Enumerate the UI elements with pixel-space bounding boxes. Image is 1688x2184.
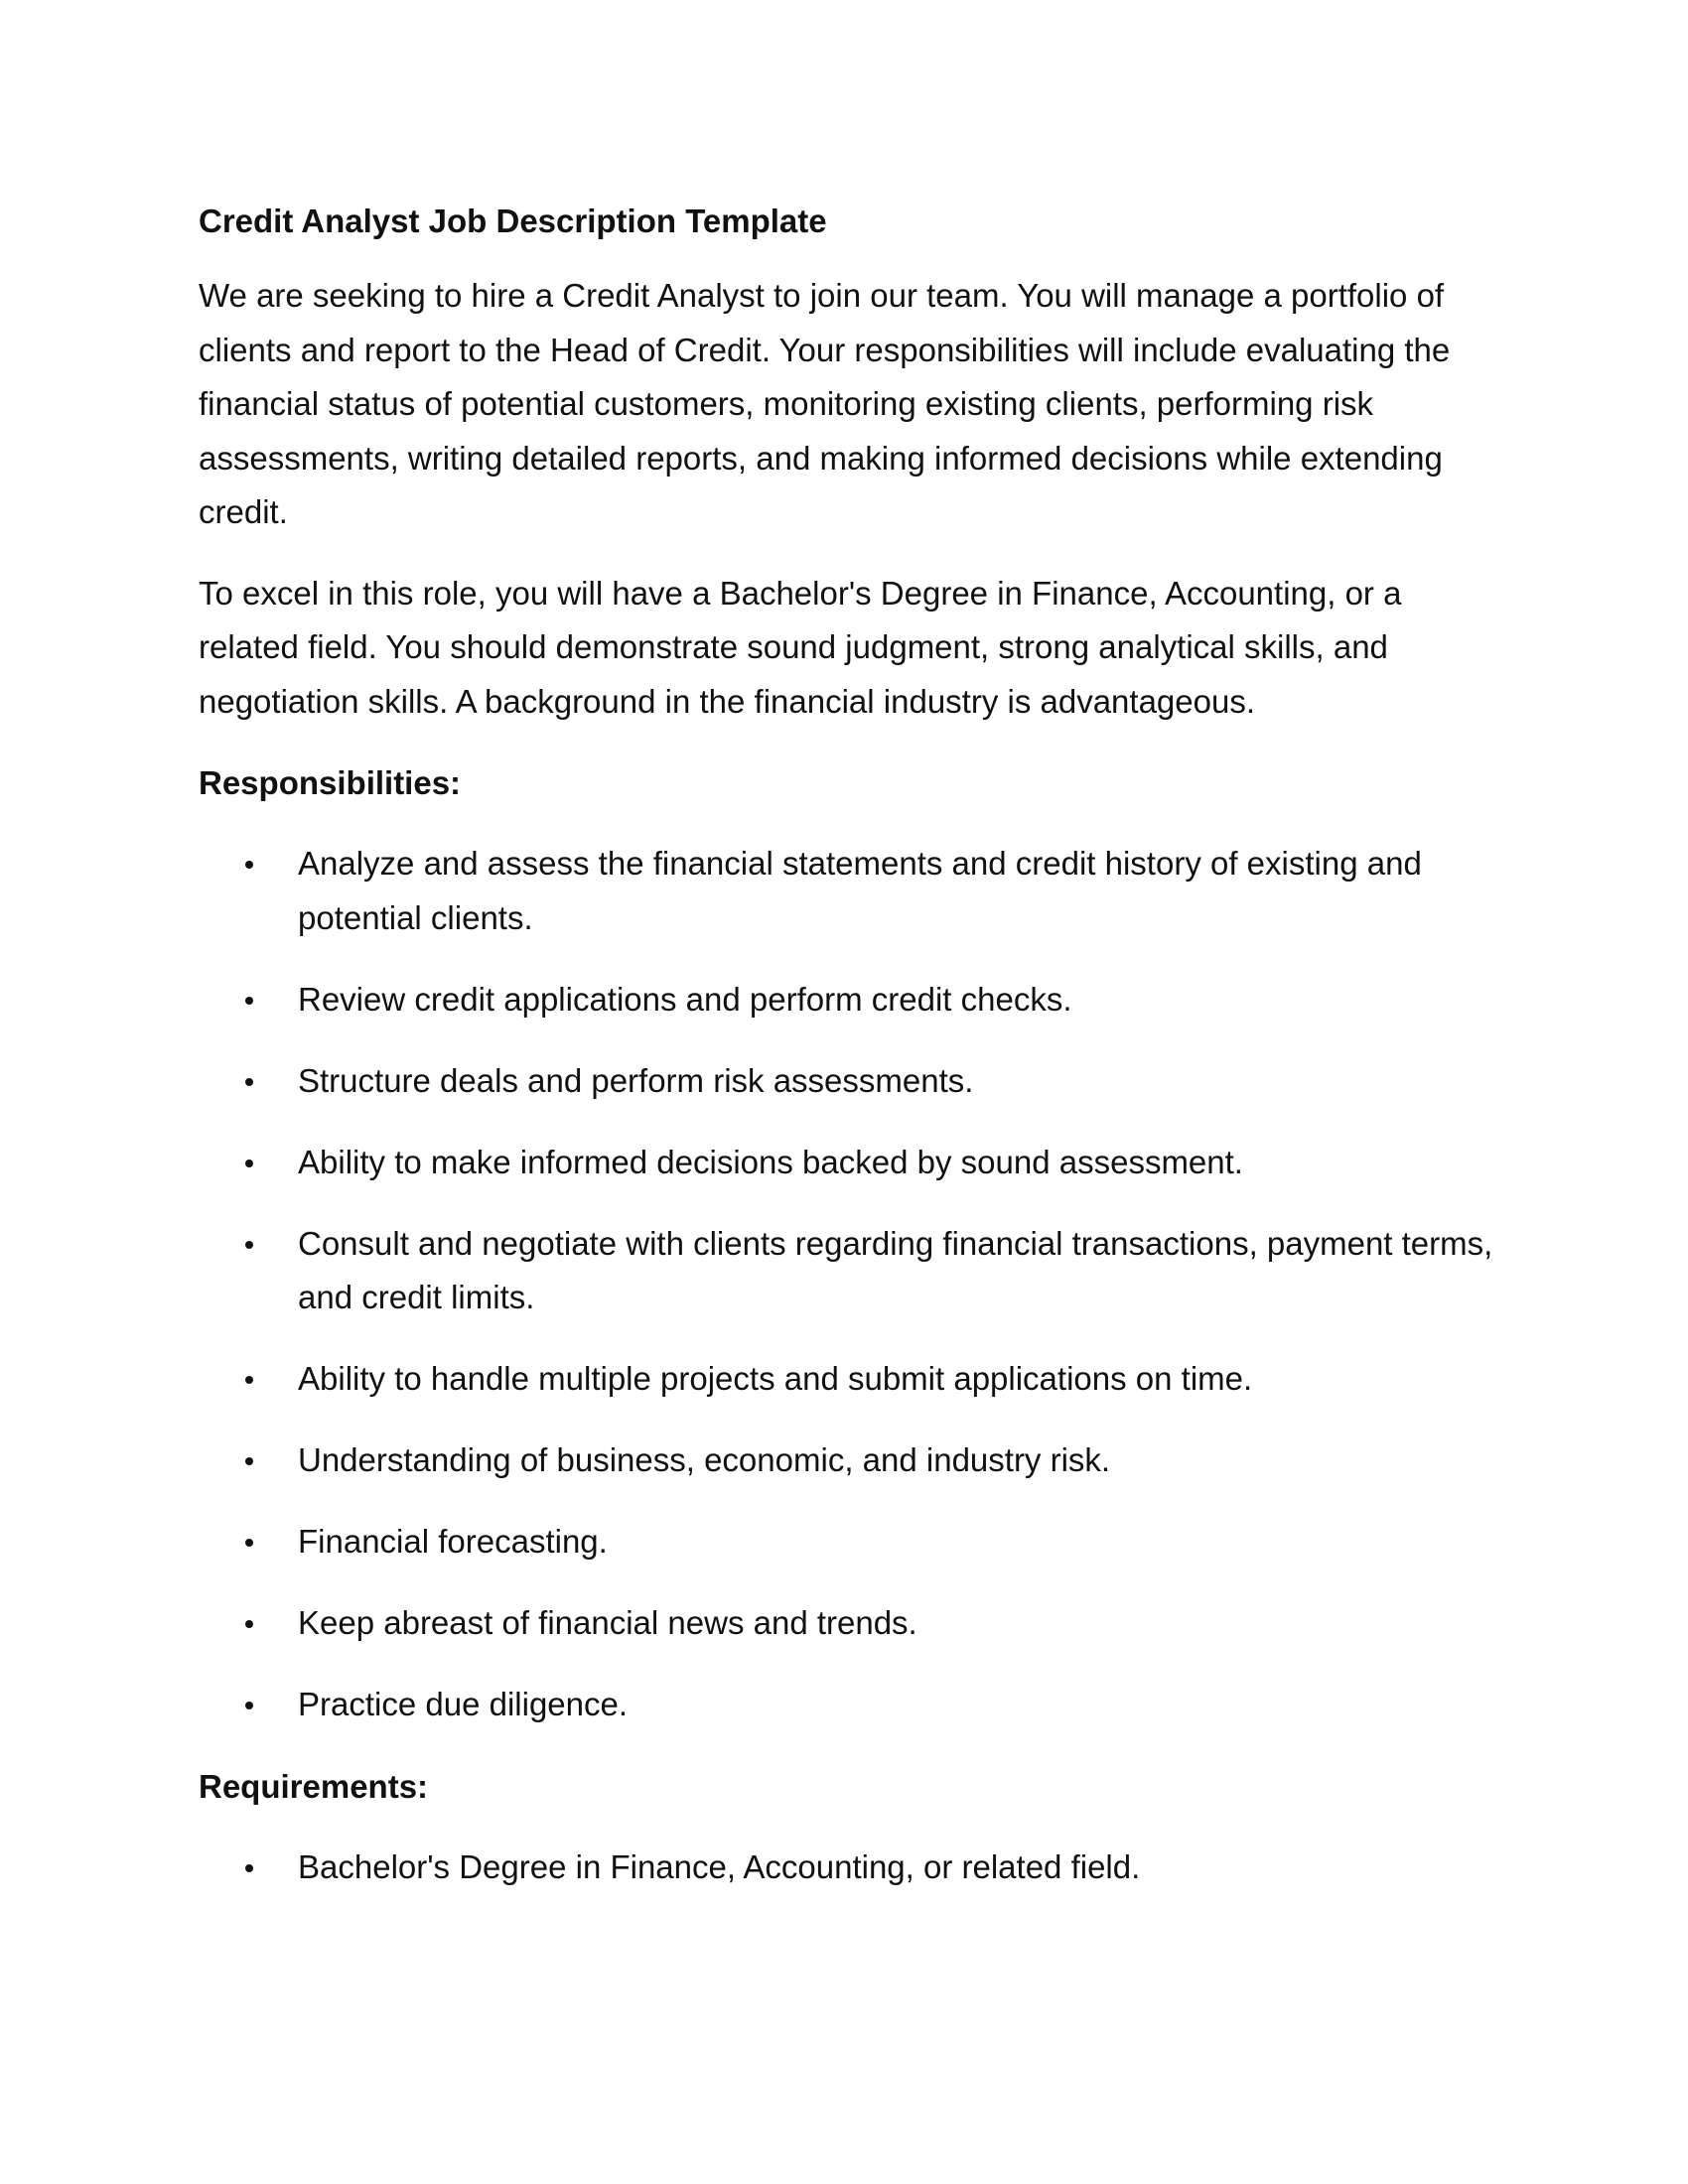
list-item [199,973,1499,1027]
bullet-icon [245,1539,253,1547]
intro-paragraph-2: To excel in this role, you will have a Bachelor's Degree in Finance, Accounting, or a related field. You should demonstrate sound judgment, strong analytical skills, and negotiation skills. A background in the financial industry is advantageous. [199,574,1402,720]
list-item-text: Practice due diligence. [298,1686,629,1722]
list-item-text: Consult and negotiate with clients regarding financial transactions, payment terms, and credit limits. [298,1224,1493,1315]
bullet-icon [245,1241,253,1249]
document-title: Credit Analyst Job Description Template [199,203,827,239]
responsibilities-list [199,837,1499,1732]
list-item [199,1433,1499,1488]
list-item-text: Ability to handle multiple projects and submit applications on time. [298,1360,1253,1397]
list-item-text: Analyze and assess the financial statements and credit history of existing and potential clients. [298,845,1422,936]
list-item-text: Keep abreast of financial news and trends. [298,1604,917,1641]
bullet-icon [245,1620,253,1628]
bullet-icon [245,997,253,1005]
list-item-text: Structure deals and perform risk assessments. [298,1061,974,1099]
intro-paragraph-1: We are seeking to hire a Credit Analyst to join our team. You will manage a portfolio of clients and report to the Head of Credit. Your responsibilities will include evaluating the financial status of potential customers, monitoring existing clients, performing risk assessments, writing detailed reports, and making informed decisions while extending credit. [199,277,1451,530]
bullet-icon [245,1376,253,1384]
document-page [199,194,1499,1922]
requirements-heading: Requirements: [199,1768,429,1805]
list-item [199,1678,1499,1732]
list-item-text: Bachelor's Degree in Finance, Accounting, or related field. [298,1848,1141,1885]
bullet-icon [245,1078,253,1086]
list-item [199,1136,1499,1190]
list-item-text: Review credit applications and perform credit checks. [298,980,1072,1018]
bullet-icon [245,861,253,869]
bullet-icon [245,1160,253,1167]
list-item-text: Understanding of business, economic, and industry risk. [298,1441,1111,1478]
requirements-list [199,1841,1499,1895]
list-item-text: Financial forecasting. [298,1523,608,1560]
bullet-icon [245,1702,253,1709]
bullet-icon [245,1864,253,1872]
responsibilities-heading: Responsibilities: [199,764,462,801]
list-item [199,1515,1499,1570]
list-item [199,1352,1499,1407]
list-item-text: Ability to make informed decisions backed by sound assessment. [298,1143,1243,1180]
list-item [199,1841,1499,1895]
list-item [199,1217,1499,1325]
bullet-icon [245,1457,253,1465]
list-item [199,1054,1499,1109]
list-item [199,837,1499,945]
list-item [199,1596,1499,1651]
